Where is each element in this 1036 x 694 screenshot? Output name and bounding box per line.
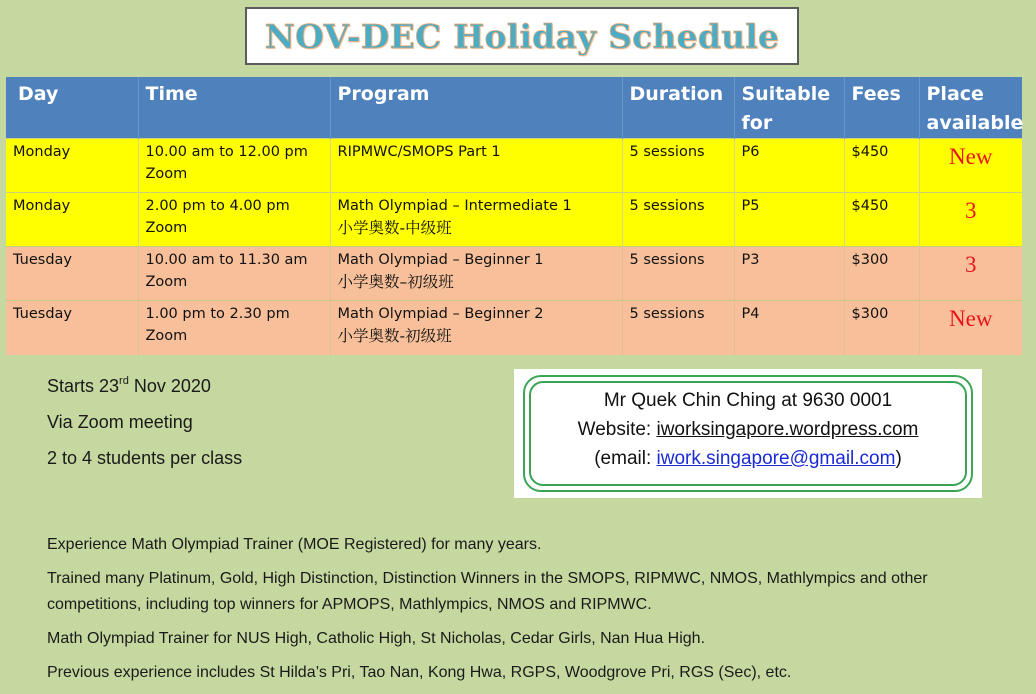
table-row	[6, 247, 1022, 301]
start-date-suffix: Nov 2020	[128, 376, 211, 396]
program-name: Math Olympiad – Beginner 1	[337, 252, 544, 268]
column-header-time: Time	[138, 77, 330, 139]
contact-card	[514, 369, 982, 498]
trainer-bio	[47, 532, 1017, 694]
cell-place-available: New	[919, 301, 1022, 355]
program-name: RIPMWC/SMOPS Part 1	[337, 144, 501, 160]
delivery-mode: Zoom	[145, 166, 188, 182]
cell-day: Monday	[6, 193, 138, 247]
cell-day: Tuesday	[6, 301, 138, 355]
website-link[interactable]: iworksingapore.wordpress.com	[656, 419, 919, 440]
delivery-mode: Zoom	[145, 328, 188, 344]
bio-paragraph: Trained many Platinum, Gold, High Distinction, Distinction Winners in the SMOPS, RIPMWC, NMOS, Mathlympics and other competitions, including top winners for APMOPS, Mathlympics, NMOS and RIPMWC.	[47, 570, 928, 613]
column-header-day: Day	[6, 77, 138, 139]
cell-time	[138, 301, 330, 355]
start-date-prefix: Starts 23	[47, 376, 120, 396]
cell-time	[138, 193, 330, 247]
column-header-place-available	[919, 77, 1022, 139]
bio-paragraph: Previous experience includes St Hilda’s Pri, Tao Nan, Kong Hwa, RGPS, Woodgrove Pri, RGS (Sec), etc.	[47, 664, 792, 681]
table-header-row	[6, 77, 1022, 139]
column-header-suitable-for	[734, 77, 844, 139]
website-label: Website:	[577, 419, 657, 440]
column-header-fees: Fees	[844, 77, 919, 139]
cell-suitable: P6	[734, 139, 844, 193]
program-name-chinese: 小学奥数-初级班	[337, 327, 452, 345]
cell-fees: $300	[844, 247, 919, 301]
title-banner	[245, 7, 799, 65]
column-header-duration: Duration	[622, 77, 734, 139]
bio-paragraph: Experience Math Olympiad Trainer (MOE Registered) for many years.	[47, 536, 542, 553]
cell-place-available: New	[919, 139, 1022, 193]
cell-duration: 5 sessions	[622, 139, 734, 193]
table-row	[6, 301, 1022, 355]
table-row	[6, 139, 1022, 193]
contact-details	[514, 386, 982, 473]
program-name: Math Olympiad – Intermediate 1	[337, 198, 572, 214]
email-link[interactable]: iwork.singapore@gmail.com	[656, 448, 896, 469]
contact-email-line	[514, 444, 982, 473]
class-size-info: 2 to 4 students per class	[47, 448, 243, 468]
start-date	[47, 368, 242, 404]
cell-program	[330, 193, 622, 247]
cell-suitable: P5	[734, 193, 844, 247]
table-row	[6, 193, 1022, 247]
cell-suitable: P4	[734, 301, 844, 355]
time-range: 1.00 pm to 2.30 pm	[145, 306, 290, 322]
header-line: available	[926, 112, 1024, 134]
class-info	[47, 368, 242, 476]
time-range: 10.00 am to 12.00 pm	[145, 144, 308, 160]
cell-suitable: P3	[734, 247, 844, 301]
email-prefix: (email:	[594, 448, 657, 469]
delivery-info: Via Zoom meeting	[47, 412, 193, 432]
cell-program	[330, 301, 622, 355]
cell-fees: $450	[844, 139, 919, 193]
header-line: Suitable	[741, 83, 831, 105]
schedule-table	[6, 77, 1022, 355]
cell-day: Tuesday	[6, 247, 138, 301]
program-name: Math Olympiad – Beginner 2	[337, 306, 544, 322]
cell-duration: 5 sessions	[622, 193, 734, 247]
program-name-chinese: 小学奥数-中级班	[337, 219, 452, 237]
contact-name-phone: Mr Quek Chin Ching at 9630 0001	[603, 390, 893, 411]
delivery-mode: Zoom	[145, 274, 188, 290]
cell-fees: $450	[844, 193, 919, 247]
delivery-mode: Zoom	[145, 220, 188, 236]
time-range: 2.00 pm to 4.00 pm	[145, 198, 290, 214]
cell-duration: 5 sessions	[622, 247, 734, 301]
time-range: 10.00 am to 11.30 am	[145, 252, 308, 268]
page-title: NOV-DEC Holiday Schedule	[264, 16, 780, 56]
header-line: for	[741, 112, 773, 134]
cell-program	[330, 247, 622, 301]
program-name-chinese: 小学奥数–初级班	[337, 273, 454, 291]
column-header-program: Program	[330, 77, 622, 139]
cell-program	[330, 139, 622, 193]
cell-duration: 5 sessions	[622, 301, 734, 355]
contact-website-line	[514, 415, 982, 444]
email-suffix: )	[895, 448, 902, 469]
cell-place-available: 3	[919, 247, 1022, 301]
cell-day: Monday	[6, 139, 138, 193]
cell-time	[138, 139, 330, 193]
bio-paragraph: Math Olympiad Trainer for NUS High, Catholic High, St Nicholas, Cedar Girls, Nan Hua High.	[47, 630, 706, 647]
cell-fees: $300	[844, 301, 919, 355]
ordinal-suffix: rd	[119, 375, 129, 387]
cell-time	[138, 247, 330, 301]
cell-place-available: 3	[919, 193, 1022, 247]
header-line: Place	[926, 83, 984, 105]
